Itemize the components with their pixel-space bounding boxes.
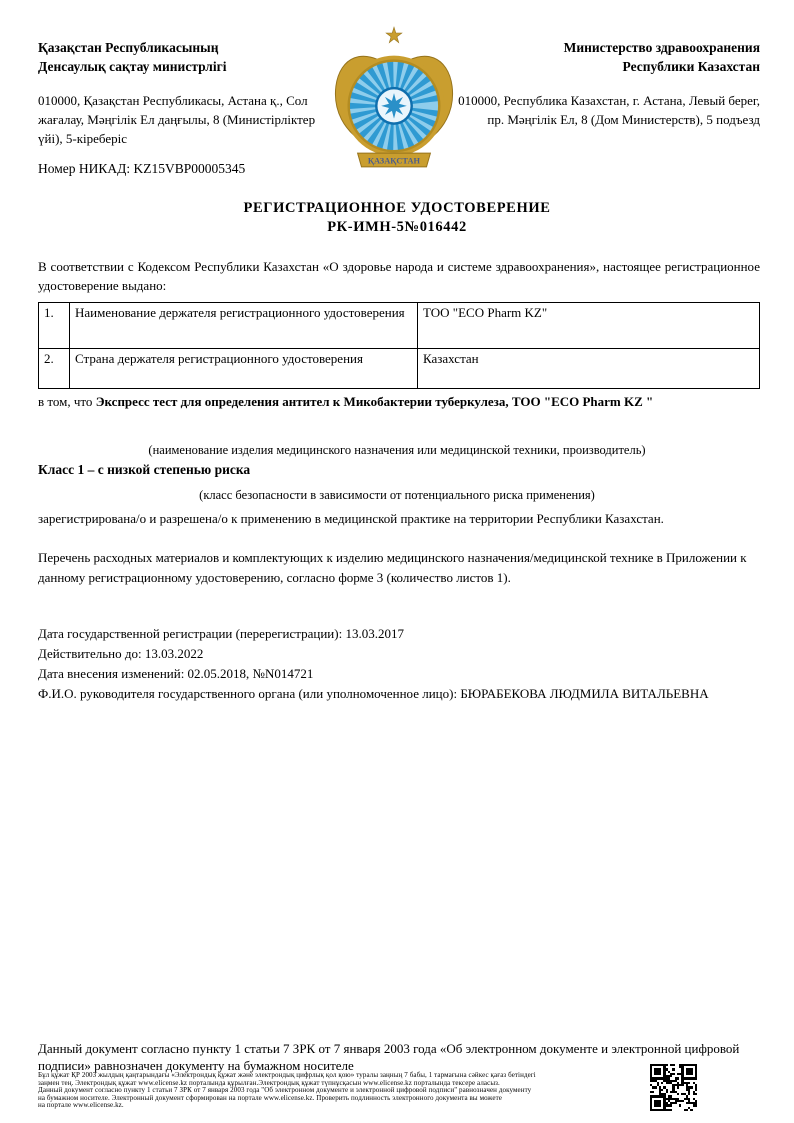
ministry-name-kk-line2: Денсаулық сақтау министрлігі <box>38 59 227 74</box>
product-statement <box>38 392 762 411</box>
kazakhstan-coat-of-arms <box>330 22 458 174</box>
registration-date: Дата государственной регистрации (перерегистрации): 13.03.2017 <box>38 626 404 641</box>
qr-code <box>650 1064 697 1111</box>
product-name-note: (наименование изделия медицинского назначения или медицинской техники, производитель) <box>148 443 646 457</box>
annex-text: Перечень расходных материалов и комплектующих к изделию медицинского назначения/медицинской технике в Приложении к данному регистрационному удостоверению, согласно форме 3 (количество листов 1). <box>38 550 747 585</box>
valid-until-date: Действительно до: 13.03.2022 <box>38 646 204 661</box>
emblem-banner-text: ҚАЗАҚСТАН <box>367 156 421 166</box>
product-name: Экспресс тест для определения антител к Микобактерии туберкулеза, ТОО "ECO Pharm KZ <box>95 394 643 409</box>
certificate-number: РК-ИМН-5№016442 <box>327 219 467 235</box>
fineprint-line: на портале www.elicense.kz. <box>38 1101 124 1109</box>
registration-details <box>38 624 760 704</box>
document-title <box>0 199 794 237</box>
row2-label: Страна держателя регистрационного удостоверения <box>70 349 418 389</box>
table-row <box>39 303 760 349</box>
emblem-shanyrak-icon <box>381 93 407 119</box>
row2-number: 2. <box>39 349 70 389</box>
head-official-name: Ф.И.О. руководителя государственного органа (или уполномоченное лицо): БЮРАБЕКОВА ЛЮДМИЛА ВИТАЛЬЕВНА <box>38 686 709 701</box>
header-right <box>458 38 760 129</box>
fineprint-line: на бумажном носителе. Электронный документ сформирован на портале www.elicense.kz. Проверить подлинность электронного документа вы можете <box>38 1093 502 1102</box>
emblem-star-icon <box>386 27 402 43</box>
ministry-name-ru-line2: Республики Казахстан <box>622 59 760 74</box>
intro-paragraph: В соответствии с Кодексом Республики Казахстан «О здоровье народа и системе здравоохранения», настоящее регистрационное удостоверение выдано: <box>38 259 760 293</box>
ministry-name-ru-line1: Министерство здравоохранения <box>563 40 760 55</box>
coat-of-arms-graphic <box>330 22 458 174</box>
ministry-address-kk: 010000, Қазақстан Республикасы, Астана қ., Сол жағалау, Мәңгілік Ел даңғылы, 8 (Министірліктер үйі), 5-кіреберіс <box>38 93 316 146</box>
risk-class: Класс 1 – с низкой степенью риска <box>38 462 251 477</box>
holder-table <box>38 302 760 389</box>
risk-class-note: (класс безопасности в зависимости от потенциального риска применения) <box>199 488 595 502</box>
row1-number: 1. <box>39 303 70 349</box>
table-row <box>39 349 760 389</box>
amendment-date: Дата внесения изменений: 02.05.2018, №N014721 <box>38 666 314 681</box>
nikad-number: Номер НИКАД: KZ15VBP00005345 <box>38 161 246 176</box>
ministry-name-kk-line1: Қазақстан Республикасының <box>38 40 219 55</box>
row1-value: ТОО "ECO Pharm KZ" <box>418 303 760 349</box>
fineprint-line: Бұл құжат ҚР 2003 жылдың қаңтарындағы «Электрондық құжат және электрондық цифрлық қол қою» туралы заңның 7 бабы, 1 тармағына сәйкес қағаз бетіндегі <box>38 1071 536 1079</box>
fineprint-line: заңмен тең. Электрондық құжат www.elicense.kz порталында құрылған.Электрондық құжат түпнұсқасын www.elicense.kz порталында тексере аласыз. <box>38 1078 500 1087</box>
row2-value: Казахстан <box>418 349 760 389</box>
statement-closing-quote: " <box>646 394 654 409</box>
fineprint-line: Данный документ согласно пункту 1 статьи 7 ЗРК от 7 января 2003 года "Об электронном документе и электронной цифровой подписи" равнозначен документу <box>38 1086 532 1094</box>
header-left <box>38 38 340 178</box>
ministry-address-ru: 010000, Республика Казахстан, г. Астана, Левый берег, пр. Мәңгілік Ел, 8 (Дом Министерств), 5 подъезд <box>458 93 760 127</box>
footer-legal-statement: Данный документ согласно пункту 1 статьи 7 ЗРК от 7 января 2003 года «Об электронном документе и электронной цифровой подписи» равнозначен документу на бумажном носителе <box>38 1041 740 1073</box>
row1-label: Наименование держателя регистрационного удостоверения <box>70 303 418 349</box>
registered-text: зарегистрирована/о и разрешена/о к применению в медицинской практике на территории Республики Казахстан. <box>38 511 664 526</box>
footer-fineprint <box>38 1072 698 1110</box>
document-title-line1: РЕГИСТРАЦИОННОЕ УДОСТОВЕРЕНИЕ <box>243 200 551 216</box>
statement-prefix: в том, что <box>38 394 96 409</box>
